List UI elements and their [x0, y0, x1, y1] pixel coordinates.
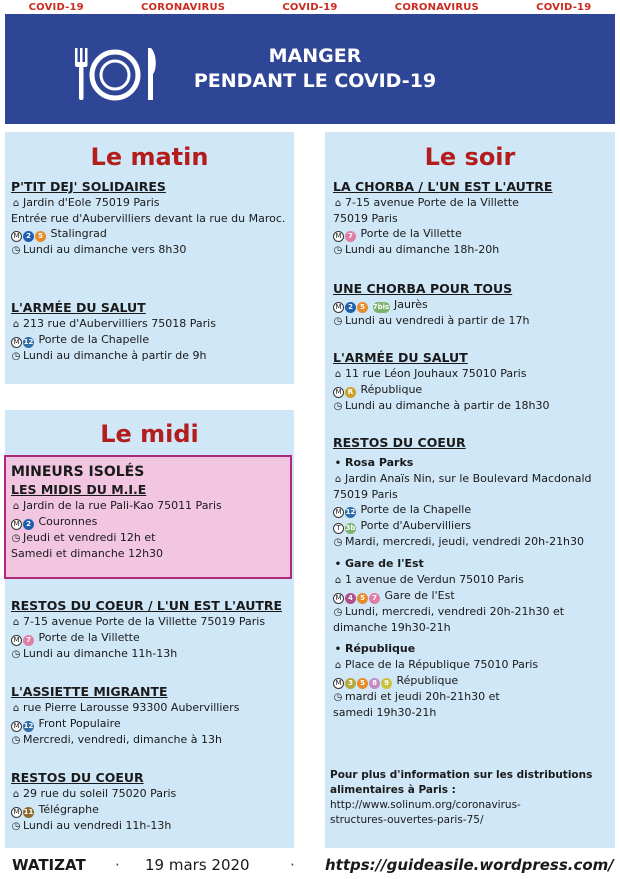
clock-icon: ◷ — [11, 649, 21, 660]
footer-separator: · — [115, 855, 120, 874]
line-badge: 3b — [345, 524, 356, 532]
bullet-icon: • — [334, 644, 342, 655]
metro-icon: M — [11, 231, 22, 242]
info-link[interactable]: structures-ouvertes-paris-75/ — [330, 814, 484, 826]
clock-icon: ◷ — [11, 245, 21, 256]
entry-station: Porte de la Chapelle — [38, 333, 150, 346]
entry-title: P'TIT DEJ' SOLIDAIRES — [11, 179, 166, 194]
metro-icon: M — [11, 337, 22, 348]
footer-brand: WATIZAT — [12, 855, 86, 874]
site-address: Jardin Anaïs Nin, sur le Boulevard Macdonald 75019 Paris — [333, 472, 592, 501]
entry-address: 11 rue Léon Jouhaux 75010 Paris — [345, 367, 527, 380]
line-badge: 5 — [357, 302, 368, 313]
line-badge: 2 — [23, 231, 34, 242]
home-icon: ⌂ — [12, 703, 20, 714]
entry-address: 29 rue du soleil 75020 Paris — [23, 787, 177, 800]
bullet-icon: • — [334, 559, 342, 570]
entry-station: Jaurès — [394, 298, 428, 311]
footer-url-link[interactable]: https://guideasile.wordpress.com/ — [325, 855, 614, 874]
line-badge: 12 — [23, 338, 34, 346]
home-icon: ⌂ — [334, 369, 342, 380]
home-icon: ⌂ — [12, 617, 20, 628]
entry-hours: Lundi au dimanche à partir de 9h — [23, 349, 207, 362]
site-station: Gare de l'Est — [384, 589, 455, 602]
tram-icon: T — [333, 523, 344, 534]
entry-address-detail: 75019 Paris — [333, 212, 398, 225]
metro-icon: M — [333, 678, 344, 689]
entry-hours: Jeudi et vendredi 12h et — [23, 531, 156, 544]
line-badge: R — [345, 387, 356, 398]
footer — [0, 850, 620, 879]
home-icon: ⌂ — [334, 575, 342, 586]
soir-entry-2 — [333, 281, 613, 329]
line-badge: 7 — [369, 593, 380, 604]
info-text: Pour plus d'information sur les distributions — [330, 769, 593, 781]
entry-title: RESTOS DU COEUR — [333, 435, 466, 450]
site-station: République — [396, 674, 459, 687]
entry-station: Couronnes — [38, 515, 98, 528]
midi-heading: Le midi — [100, 420, 199, 448]
site-name: Rosa Parks — [345, 456, 414, 469]
entry-title: LES MIDIS DU M.I.E — [11, 482, 147, 497]
home-icon: ⌂ — [12, 501, 20, 512]
entry-hours: Lundi au vendredi à partir de 17h — [345, 314, 530, 327]
midi-entry-1 — [11, 598, 293, 662]
mineurs-label: MINEURS ISOLÉS — [11, 464, 145, 480]
page-title: MANGER PENDANT LE COVID-19 — [193, 45, 437, 92]
entry-hours: Lundi au dimanche à partir de 18h30 — [345, 399, 550, 412]
entry-address: rue Pierre Larousse 93300 Aubervilliers — [23, 701, 240, 714]
info-box — [330, 768, 610, 828]
home-icon: ⌂ — [12, 198, 20, 209]
top-banner — [0, 0, 620, 14]
clock-icon: ◷ — [333, 245, 343, 256]
entry-hours: Samedi et dimanche 12h30 — [11, 547, 164, 560]
midi-entry-3 — [11, 770, 293, 834]
clock-icon: ◷ — [11, 533, 21, 544]
entry-station: Télégraphe — [38, 803, 99, 816]
banner-word: COVID-19 — [282, 1, 338, 13]
matin-entry-1 — [11, 179, 291, 258]
entry-address-detail: Entrée rue d'Aubervilliers devant la rue du Maroc. — [11, 212, 286, 225]
entry-address: 213 rue d'Aubervilliers 75018 Paris — [23, 317, 216, 330]
info-text: alimentaires à Paris : — [330, 784, 456, 796]
clock-icon: ◷ — [333, 692, 343, 703]
line-badge: 5 — [357, 678, 368, 689]
home-icon: ⌂ — [334, 474, 342, 485]
entry-hours: Lundi au dimanche 18h-20h — [345, 243, 500, 256]
line-badge: 5 — [35, 231, 46, 242]
metro-icon: M — [11, 807, 22, 818]
line-badge: 2 — [345, 302, 356, 313]
line-badge: 9 — [381, 678, 392, 689]
banner-word: CORONAVIRUS — [141, 1, 226, 13]
line-badge: 4 — [345, 593, 356, 604]
site-station: Porte de la Chapelle — [360, 503, 472, 516]
metro-icon: M — [333, 302, 344, 313]
entry-title: UNE CHORBA POUR TOUS — [333, 281, 513, 296]
line-badge: 12 — [23, 722, 34, 730]
clock-icon: ◷ — [333, 537, 343, 548]
entry-title: RESTOS DU COEUR / L'UN EST L'AUTRE — [11, 598, 283, 613]
clock-icon: ◷ — [333, 316, 343, 327]
clock-icon: ◷ — [333, 401, 343, 412]
metro-icon: M — [333, 593, 344, 604]
banner-word: COVID-19 — [536, 1, 592, 13]
entry-address: 7-15 avenue Porte de la Villette 75019 Paris — [23, 615, 266, 628]
midi-entry-2 — [11, 684, 293, 748]
footer-separator: · — [290, 855, 295, 874]
matin-heading: Le matin — [90, 143, 209, 171]
entry-title: LA CHORBA / L'UN EST L'AUTRE — [333, 179, 553, 194]
soir-entry-1 — [333, 179, 613, 258]
clock-icon: ◷ — [333, 607, 343, 618]
clock-icon: ◷ — [11, 351, 21, 362]
entry-title: L'ASSIETTE MIGRANTE — [11, 684, 168, 699]
entry-title: L'ARMÉE DU SALUT — [333, 350, 468, 365]
banner-word: COVID-19 — [28, 1, 84, 13]
home-icon: ⌂ — [12, 319, 20, 330]
plate-and-cutlery-icon — [69, 44, 161, 104]
entry-title: RESTOS DU COEUR — [11, 770, 144, 785]
site-hours: Lundi, mercredi, vendredi 20h-21h30 et — [345, 605, 565, 618]
entry-hours: Lundi au dimanche vers 8h30 — [23, 243, 187, 256]
metro-icon: M — [333, 507, 344, 518]
clock-icon: ◷ — [11, 821, 21, 832]
footer-date: 19 mars 2020 — [145, 855, 250, 874]
clock-icon: ◷ — [11, 735, 21, 746]
home-icon: ⌂ — [334, 198, 342, 209]
site-hours: Mardi, mercredi, jeudi, vendredi 20h-21h30 — [345, 535, 585, 548]
entry-hours: Lundi au vendredi 11h-13h — [23, 819, 172, 832]
site-hours: dimanche 19h30-21h — [333, 621, 451, 634]
mineurs-entry — [11, 462, 287, 561]
site-hours: mardi et jeudi 20h-21h30 et — [345, 690, 500, 703]
line-badge: 3 — [345, 678, 356, 689]
entry-hours: Mercredi, vendredi, dimanche à 13h — [23, 733, 222, 746]
matin-entry-2 — [11, 300, 291, 364]
line-badge: 2 — [23, 519, 34, 530]
line-badge: 12 — [345, 508, 356, 516]
entry-hours: Lundi au dimanche 11h-13h — [23, 647, 178, 660]
line-badge: 11 — [23, 808, 34, 816]
entry-title: L'ARMÉE DU SALUT — [11, 300, 146, 315]
banner-word: CORONAVIRUS — [394, 1, 479, 13]
entry-station: République — [360, 383, 423, 396]
site-address: Place de la République 75010 Paris — [345, 658, 539, 671]
line-badge: 8 — [369, 678, 380, 689]
header — [5, 14, 615, 124]
metro-icon: M — [11, 635, 22, 646]
bullet-icon: • — [334, 458, 342, 469]
metro-icon: M — [11, 721, 22, 732]
line-badge: 7 — [23, 635, 34, 646]
home-icon: ⌂ — [334, 660, 342, 671]
home-icon: ⌂ — [12, 789, 20, 800]
entry-station: Porte de la Villette — [360, 227, 462, 240]
restos-du-coeur-soir — [333, 435, 613, 720]
line-badge: 5 — [357, 593, 368, 604]
info-link[interactable]: http://www.solinum.org/coronavirus- — [330, 799, 521, 811]
site-hours: samedi 19h30-21h — [333, 706, 437, 719]
entry-address: Jardin d'Eole 75019 Paris — [23, 196, 160, 209]
entry-address: 7-15 avenue Porte de la Villette — [345, 196, 519, 209]
metro-icon: M — [333, 231, 344, 242]
site-station: Porte d'Aubervilliers — [360, 519, 472, 532]
soir-heading: Le soir — [424, 143, 516, 171]
entry-station: Porte de la Villette — [38, 631, 140, 644]
soir-entry-3 — [333, 350, 613, 414]
metro-icon: M — [11, 519, 22, 530]
entry-station: Stalingrad — [50, 227, 107, 240]
line-badge: 7bis — [372, 303, 390, 311]
line-badge: 7 — [345, 231, 356, 242]
entry-station: Front Populaire — [38, 717, 121, 730]
entry-address: Jardin de la rue Pali-Kao 75011 Paris — [23, 499, 222, 512]
metro-icon: M — [333, 387, 344, 398]
site-name: République — [345, 642, 416, 655]
site-address: 1 avenue de Verdun 75010 Paris — [345, 573, 524, 586]
site-name: Gare de l'Est — [345, 557, 424, 570]
